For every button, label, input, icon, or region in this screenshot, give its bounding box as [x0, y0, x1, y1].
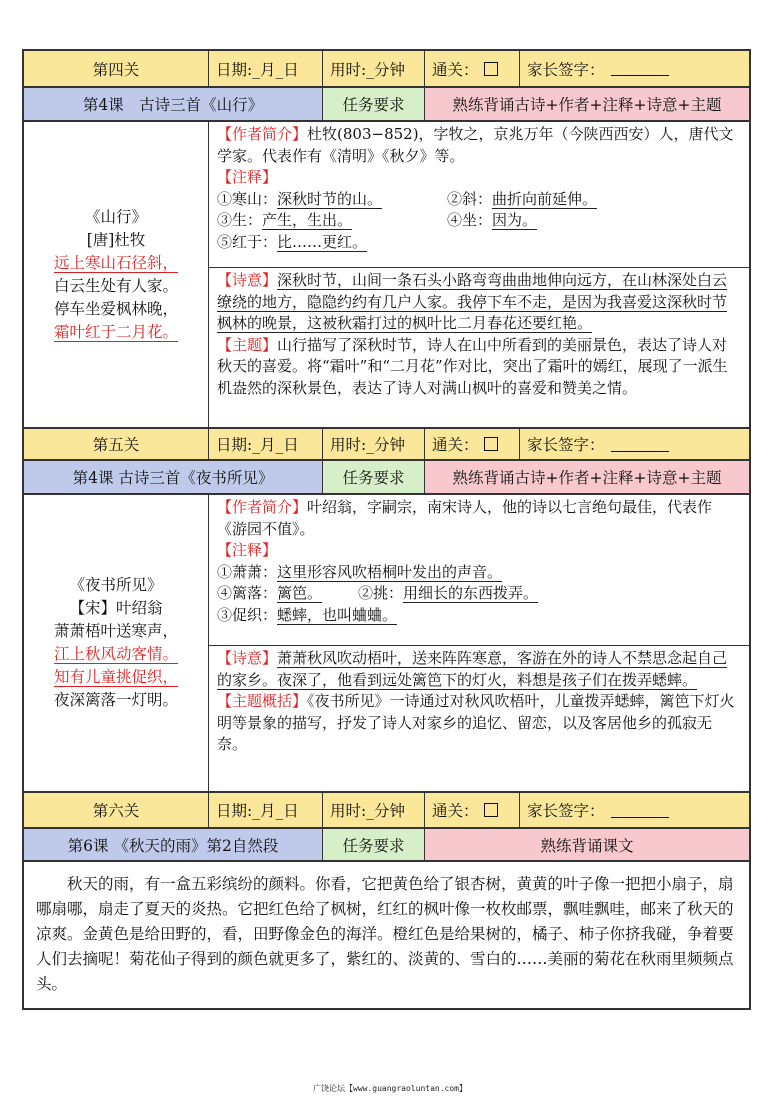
poem-author: [唐]杜牧: [86, 230, 146, 249]
poem-block: [24, 495, 209, 791]
lesson-title: 第4课 古诗三首《山行》: [24, 88, 323, 120]
poem-theme: [217, 335, 741, 400]
note-item: ③生：产生，生出。: [217, 211, 353, 229]
lesson-row: [22, 829, 751, 862]
pass-checkbox[interactable]: [484, 62, 498, 76]
sign-label: 家长签字：: [527, 436, 605, 454]
pass-field: [425, 429, 520, 459]
author-tag: 【作者简介】: [217, 498, 308, 516]
poem-block: [24, 122, 209, 427]
recitation-passage: 秋天的雨，有一盒五彩缤纷的颜料。你看，它把黄色给了银杏树，黄黄的叶子像一把把小扇子，扇哪扇哪，扇走了夏天的炎热。它把红色给了枫树，红红的枫叶像一枚枚邮票，飘哇飘哇，邮来了秋天的凉爽。金黄色是给田野的，看，田野像金色的海洋。橙红色是给果树的，橘子、柿子你挤我碰，争着要人们去摘呢！菊花仙子得到的颜色就更多了，紫红的、淡黄的、雪白的……美丽的菊花在秋雨里频频点头。: [36, 875, 734, 993]
task-label: 任务要求: [323, 461, 425, 493]
site-footer: 广饶论坛【www.guangraoluntan.com】: [313, 1084, 467, 1093]
detail-block: [209, 122, 749, 427]
task-requirement: 熟练背诵古诗+作者+注释+诗意+主题: [425, 88, 749, 120]
worksheet: [22, 49, 751, 1010]
date-field: 日期:_月_日: [209, 793, 323, 827]
poem-author: 【宋】叶绍翁: [69, 599, 163, 617]
poem-line: 白云生处有人家。: [53, 276, 178, 295]
poem-line: 夜深篱落一灯明。: [53, 691, 178, 709]
task-label: 任务要求: [323, 829, 425, 860]
sign-label: 家长签字：: [527, 60, 605, 79]
time-field: 用时:_分钟: [323, 793, 425, 827]
note-item: ①萧萧：这里形容风吹梧桐叶发出的声音。: [217, 562, 503, 581]
meaning-text: 深秋时节，山间一条石头小路弯弯曲曲地伸向远方，在山林深处白云缭绕的地方，隐隐约约有几户人家。我停下车不走，是因为我喜爱这深秋时节枫林的晚景，这被秋霜打过的枫叶比二月春花还要红艳。: [217, 271, 728, 332]
note-item: ④篱落：篱笆。 ②挑：用细长的东西拨弄。: [217, 584, 539, 602]
poem-line: 停车坐爱枫林晚，: [53, 299, 178, 318]
poem-theme: [217, 691, 741, 756]
note-item: ①寒山：深秋时节的山。: [217, 189, 383, 208]
poem-title: 《山行》: [84, 207, 147, 226]
author-text: 叶绍翁，字嗣宗，南宋诗人，他的诗以七言绝句最佳，代表作《游园不值》。: [217, 498, 713, 538]
level-title: 第四关: [24, 51, 209, 86]
poem-meaning: [217, 648, 741, 691]
notes-tag: 【注释】: [217, 541, 278, 559]
sign-blank[interactable]: [611, 437, 669, 452]
task-requirement: 熟练背诵古诗+作者+注释+诗意+主题: [425, 461, 749, 493]
meaning-text: 萧萧秋风吹动梧叶，送来阵阵寒意，客游在外的诗人不禁思念起自己的家乡。夜深了，他看到远处篱笆下的灯火，料想是孩子们在拨弄蟋蟀。: [217, 649, 728, 689]
time-field: 用时:_分钟: [323, 51, 425, 86]
poem-line: 知有儿童挑促织，: [53, 668, 178, 686]
parent-sign-field: [520, 793, 749, 827]
poem-line: 江上秋风动客情。: [53, 645, 178, 663]
sign-blank[interactable]: [611, 61, 669, 76]
author-text: 杜牧(803−852)，字牧之，京兆万年（今陕西西安）人，唐代文学家。代表作有《清明》《秋夕》等。: [217, 125, 734, 165]
poem-title: 《夜书所见》: [69, 576, 163, 594]
task-label: 任务要求: [323, 88, 425, 120]
notes-list: [217, 189, 741, 254]
poem-meaning: [217, 270, 741, 335]
parent-sign-field: [520, 429, 749, 459]
meaning-tag: 【诗意】: [217, 271, 278, 289]
level-row: [22, 793, 751, 829]
pass-checkbox[interactable]: [484, 437, 498, 451]
note-item: ⑤红于：比……更红。: [217, 232, 368, 251]
pass-label: 通关：: [432, 60, 479, 79]
author-tag: 【作者简介】: [217, 125, 308, 143]
theme-text: 山行描写了深秋时节，诗人在山中所看到的美丽景色，表达了诗人对秋天的喜爱。将“霜叶”和“二月花”作对比，突出了霜叶的嫣红，展现了一派生机盎然的深秋景色，表达了诗人对满山枫叶的喜爱和赞美之情。: [217, 335, 728, 397]
sign-label: 家长签字：: [527, 802, 605, 820]
pass-label: 通关：: [432, 436, 479, 454]
sign-blank[interactable]: [611, 803, 669, 818]
author-intro: [217, 124, 741, 167]
notes-tag: 【注释】: [217, 168, 278, 186]
level-row: [22, 429, 751, 461]
detail-block: [209, 495, 749, 791]
lesson-title: 第6课 《秋天的雨》第2自然段: [24, 829, 323, 860]
theme-tag: 【主题】: [217, 335, 278, 354]
poem-line: 萧萧梧叶送寒声，: [53, 622, 178, 640]
lesson-row: [22, 461, 751, 495]
level-row: [22, 51, 751, 88]
note-item: ②斜：曲折向前延伸。: [447, 189, 598, 208]
note-item: ④坐：因为。: [447, 211, 538, 229]
pass-field: [425, 51, 520, 86]
time-field: 用时:_分钟: [323, 429, 425, 459]
passage-row: [22, 862, 751, 1010]
level-title: 第五关: [24, 429, 209, 459]
author-intro: [217, 497, 741, 540]
content-row: [22, 122, 751, 429]
theme-text: 《夜书所见》一诗通过对秋风吹梧叶，儿童拨弄蟋蟀，篱笆下灯火明等景象的描写，抒发了诗人对家乡的追忆、留恋，以及客居他乡的孤寂无奈。: [217, 692, 735, 753]
theme-tag: 【主题概括】: [217, 692, 308, 710]
poem-line: 远上寒山石径斜，: [53, 253, 178, 272]
meaning-tag: 【诗意】: [217, 649, 278, 667]
task-requirement: 熟练背诵课文: [425, 829, 749, 860]
lesson-row: [22, 88, 751, 122]
level-title: 第六关: [24, 793, 209, 827]
pass-field: [425, 793, 520, 827]
note-item: ③促织：蟋蟀，也叫蛐蛐。: [217, 605, 398, 624]
lesson-title: 第4课 古诗三首《夜书所见》: [24, 461, 323, 493]
pass-checkbox[interactable]: [484, 803, 498, 817]
date-field: 日期:_月_日: [209, 429, 323, 459]
content-row: [22, 495, 751, 793]
poem-line: 霜叶红于二月花。: [53, 322, 178, 341]
parent-sign-field: [520, 51, 749, 86]
pass-label: 通关：: [432, 802, 479, 820]
date-field: 日期:_月_日: [209, 51, 323, 86]
